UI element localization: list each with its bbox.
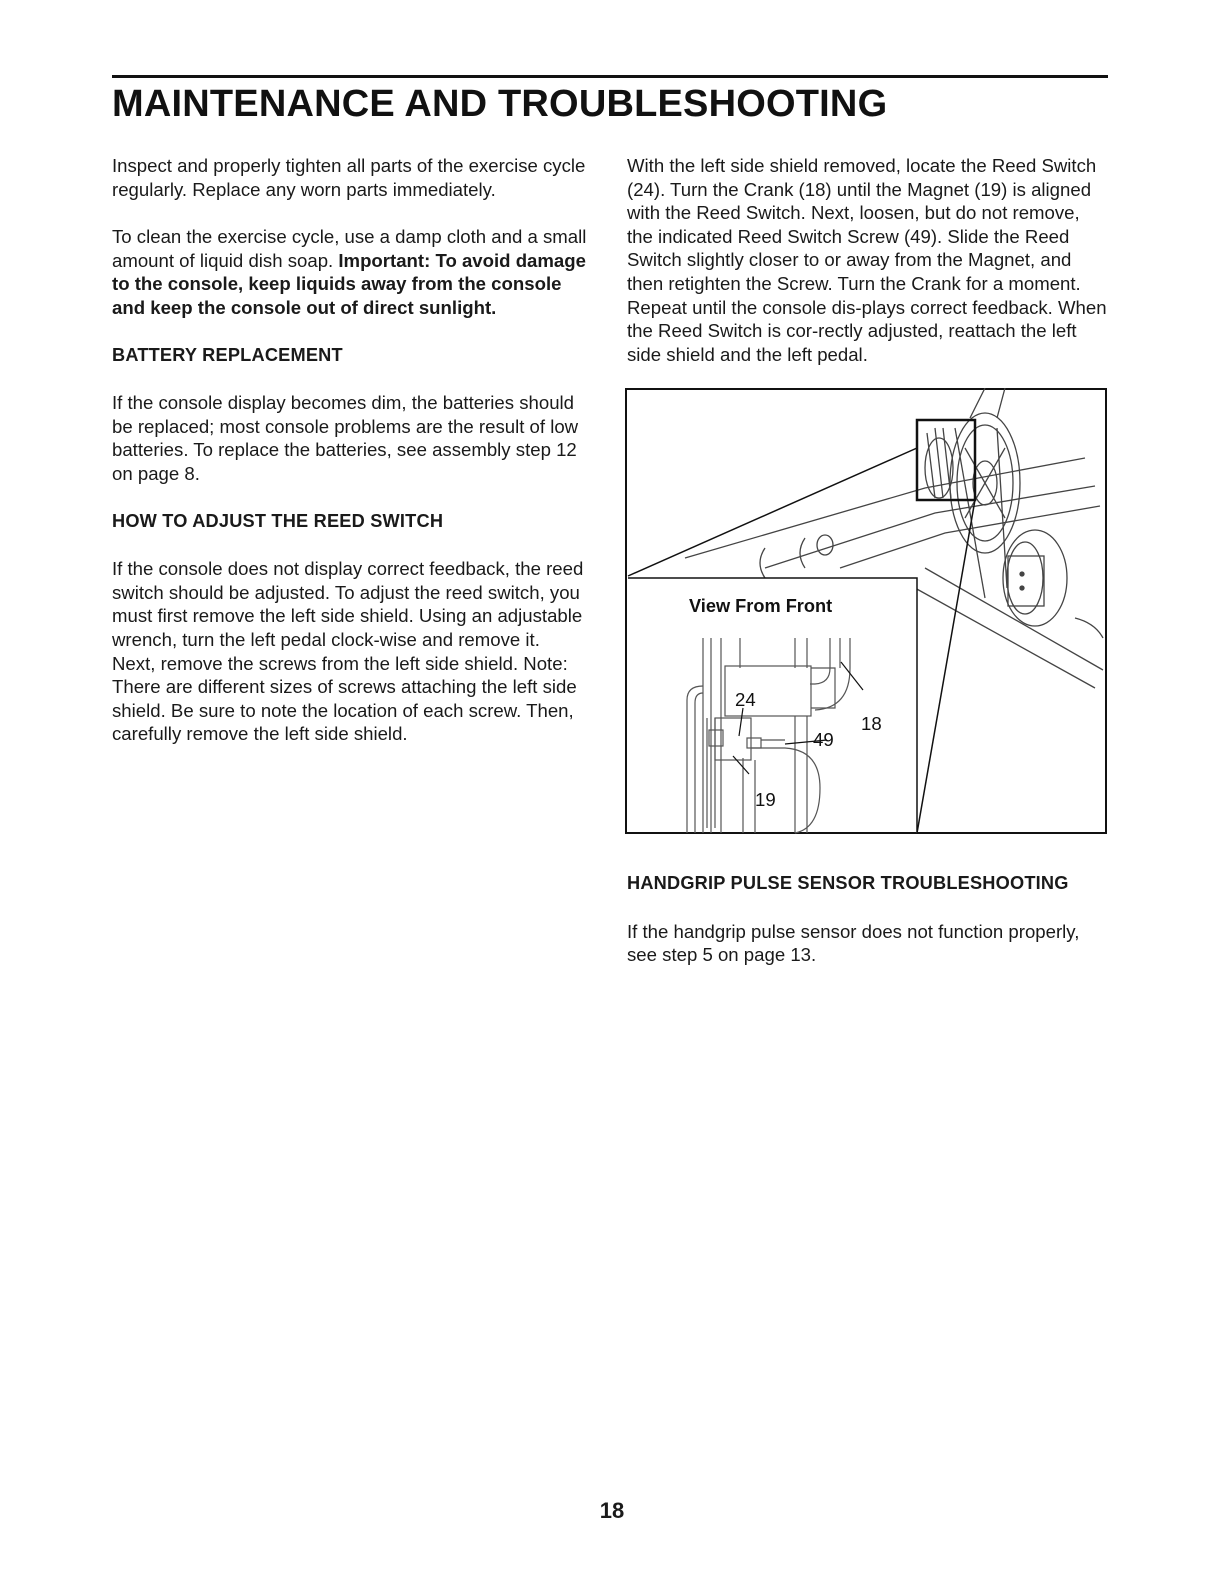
cleaning-text: To clean the exercise cycle, use a damp cloth and a small amount of liquid dish soap. xyxy=(112,226,587,271)
battery-paragraph: If the console display becomes dim, the batteries should be replaced; most console problems are the result of low batteries. To replace the batteries, see assembly step 12 on page 8. xyxy=(112,392,579,484)
page-number: 18 xyxy=(599,1498,625,1523)
reed-adjust-paragraph: With the left side shield removed, locate the Reed Switch (24). Turn the Crank (18) until the Magnet (19) is aligned with the Reed Switch. Next, loosen, but do not remove, the indicated Reed Switch Screw (49). Slide the Reed Switch slightly closer to or away from the Magnet, and then retighten the Screw. Turn the Crank for a moment. Repeat until the console dis-plays correct feedback. When the Reed Switch is cor-rectly adjusted, reattach the left side shield and the left pedal. xyxy=(627,155,1107,365)
reed-switch-paragraph: If the console does not display correct feedback, the reed switch should be adjusted. To adjust the reed switch, you must first remove the left side shield. Using an adjustable wrench, turn the left pedal clock-wise and remove it. Next, remove the screws from the left side shield. Note: There are different sizes of screws attaching the left side shield. Be sure to note the location of each screw. Then, carefully remove the left side shield. xyxy=(112,558,584,745)
callout-18: 18 xyxy=(861,713,882,734)
callout-19: 19 xyxy=(755,789,776,810)
cleaning-warning: Important: To avoid damage to the console, keep liquids away from the console and keep the console out of direct sunlight. xyxy=(112,249,586,318)
callout-49: 49 xyxy=(813,729,834,750)
inset-title: View From Front xyxy=(689,596,833,616)
inspect-paragraph: Inspect and properly tighten all parts of the exercise cycle regularly. Replace any worn parts immediately. xyxy=(112,155,586,200)
reed-switch-heading: HOW TO ADJUST THE REED SWITCH xyxy=(112,510,444,531)
handgrip-section xyxy=(627,872,1107,967)
title-rule xyxy=(112,75,1108,78)
handgrip-paragraph: If the handgrip pulse sensor does not function properly, see step 5 on page 13. xyxy=(627,920,1080,966)
handgrip-heading: HANDGRIP PULSE SENSOR TROUBLESHOOTING xyxy=(627,873,1069,893)
right-column xyxy=(627,154,1107,390)
page-title: MAINTENANCE AND TROUBLESHOOTING xyxy=(112,83,888,125)
reed-switch-figure xyxy=(625,388,1107,834)
cleaning-paragraph xyxy=(112,225,587,319)
callout-24: 24 xyxy=(735,689,756,710)
battery-heading: BATTERY REPLACEMENT xyxy=(112,344,343,365)
left-column xyxy=(112,154,587,770)
